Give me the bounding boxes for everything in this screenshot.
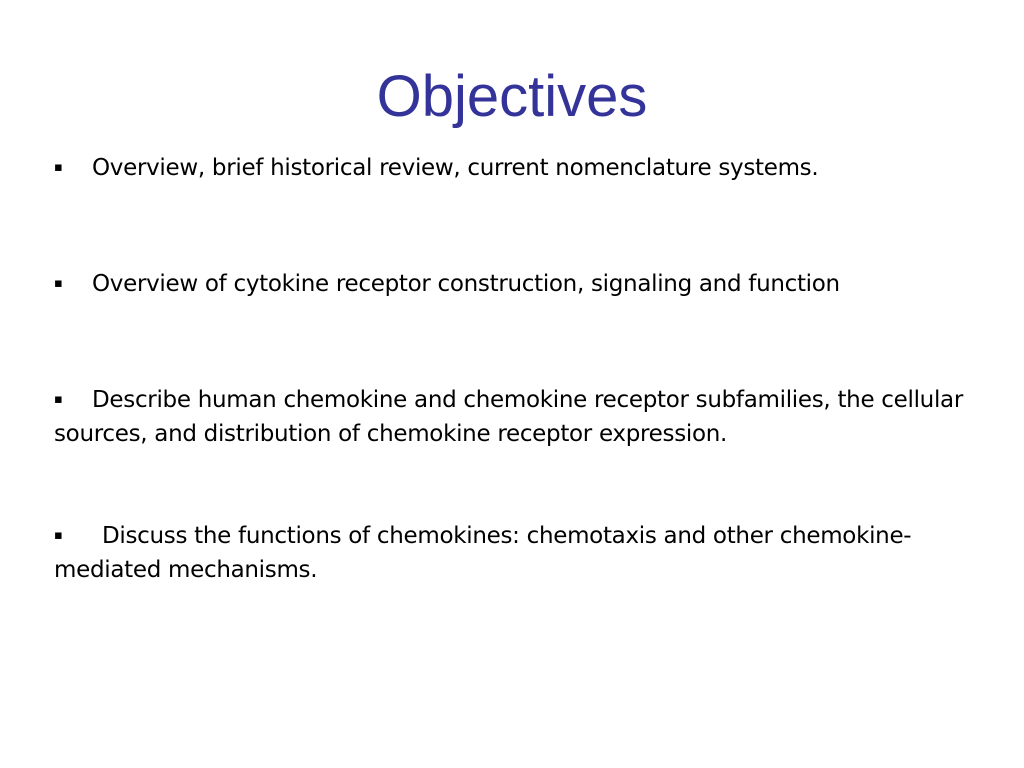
bullet-text: Discuss the functions of chemokines: chemotaxis and other chemokine-mediated mechanisms.	[54, 523, 912, 583]
bullet-marker: ▪	[54, 392, 63, 407]
bullet-marker: ▪	[54, 276, 63, 291]
bullet-item	[54, 267, 954, 301]
bullet-text: Overview, brief historical review, current nomenclature systems.	[92, 155, 819, 181]
bullet-marker: ▪	[54, 160, 63, 175]
slide-title: Objectives	[376, 64, 648, 129]
bullet-item	[54, 519, 964, 587]
bullet-item	[54, 383, 964, 451]
bullet-item	[54, 151, 954, 185]
bullet-marker: ▪	[54, 528, 63, 543]
bullet-text: Overview of cytokine receptor construction, signaling and function	[92, 271, 840, 297]
bullet-text: Describe human chemokine and chemokine receptor subfamilies, the cellular sources, and distribution of chemokine receptor expression.	[54, 387, 964, 447]
